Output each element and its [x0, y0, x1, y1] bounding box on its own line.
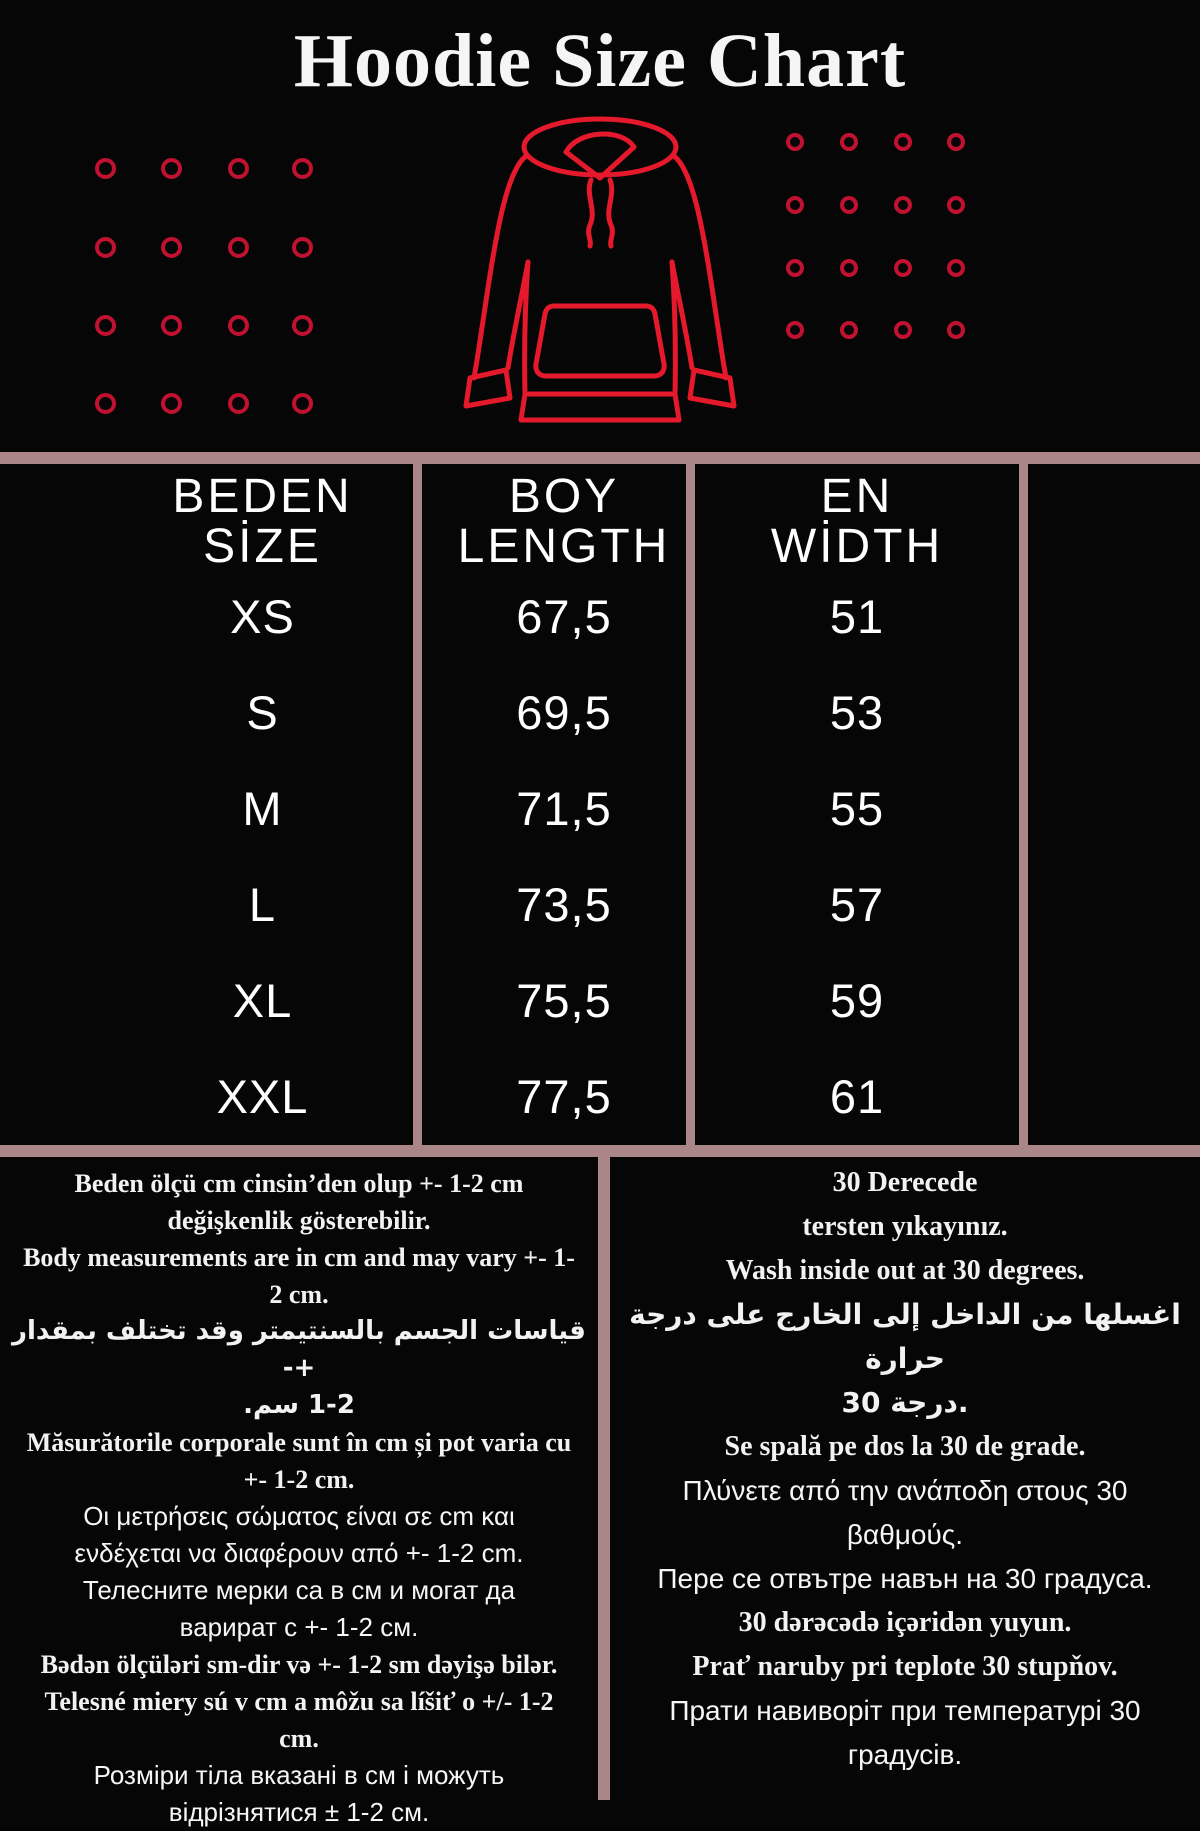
size-cell: S [246, 685, 279, 739]
header-size [112, 464, 413, 573]
note-line: tersten yıkayınız. [802, 1211, 1008, 1242]
ring-dot-icon [228, 393, 249, 414]
length-cell: 73,5 [516, 878, 612, 932]
ring-dot-icon [947, 259, 965, 277]
note-line: Οι μετρήσεις σώματος είναι σε cm και [83, 1501, 515, 1531]
ring-dot-icon [161, 315, 182, 336]
length-cell: 75,5 [516, 974, 612, 1028]
size-cell: XXL [216, 1070, 309, 1124]
size-cell: XS [230, 589, 295, 643]
note-line: Wash inside out at 30 degrees. [725, 1255, 1085, 1286]
note-line: Se spală pe dos la 30 de grade. [724, 1431, 1086, 1462]
ring-dot-icon [840, 321, 858, 339]
size-cell: M [242, 781, 283, 835]
length-cell: 71,5 [516, 781, 612, 835]
header-size-line2: SİZE [203, 520, 322, 573]
ring-dot-icon [228, 315, 249, 336]
ring-dot-icon [161, 237, 182, 258]
header-length-line1: BOY [508, 470, 620, 523]
note-line: Πλύνετε από την ανάποδη στους 30 [682, 1475, 1128, 1506]
ring-dot-icon [292, 393, 313, 414]
table-divider [413, 464, 422, 1145]
table-divider [1019, 464, 1028, 1145]
note-line: قياسات الجسم بالسنتيمتر وقد تختلف بمقدار +- [12, 1316, 586, 1383]
note-line: 1-2 سم. [243, 1390, 355, 1420]
width-cell: 55 [829, 781, 885, 835]
note-line: değişkenlik gösterebilir. [167, 1206, 431, 1235]
note-line: اغسلها من الداخل إلى الخارج على درجة حرارة [629, 1298, 1181, 1375]
column-width [695, 464, 1019, 1145]
hoodie-icon [450, 110, 750, 425]
ring-dot-icon [840, 259, 858, 277]
length-cell: 67,5 [516, 589, 612, 643]
size-table [0, 452, 1200, 1157]
note-line: Prať naruby pri teplote 30 stupňov. [692, 1651, 1118, 1682]
width-cell: 61 [829, 1070, 885, 1124]
width-cell: 59 [829, 974, 885, 1028]
note-line: 30 Derecede [832, 1167, 978, 1198]
note-line: Măsurătorile corporale sunt în cm și pot varia cu [26, 1428, 572, 1457]
header-size-line1: BEDEN [172, 470, 353, 523]
ring-dot-icon [786, 196, 804, 214]
width-cell: 51 [829, 589, 885, 643]
note-line: βαθμούς. [846, 1519, 964, 1550]
note-line: відрізнятися ± 1-2 см. [168, 1797, 430, 1827]
column-empty [1028, 464, 1200, 1145]
width-cell: 53 [829, 685, 885, 739]
note-line: варират с +- 1-2 см. [179, 1612, 419, 1642]
note-line: Bədən ölçüləri sm-dir və +- 1-2 sm dəyişə bilər. [40, 1650, 558, 1679]
note-line: Прати навиворіт при температурі 30 [669, 1695, 1141, 1726]
ring-dot-icon [228, 158, 249, 179]
note-line: Beden ölçü cm cinsin’den olup +- 1-2 cm [74, 1169, 524, 1198]
note-line: градусів. [847, 1739, 963, 1770]
ring-dot-icon [95, 237, 116, 258]
ring-dot-icon [840, 196, 858, 214]
ring-dot-icon [228, 237, 249, 258]
note-line: Телесните мерки са в см и могат да [82, 1575, 516, 1605]
note-line: Розміри тіла вказані в см і можуть [93, 1760, 505, 1790]
ring-dot-icon [947, 321, 965, 339]
measurement-notes [0, 1157, 598, 1831]
column-size [0, 464, 413, 1145]
width-cell: 57 [829, 878, 885, 932]
ring-dot-icon [95, 393, 116, 414]
ring-dot-icon [894, 259, 912, 277]
ring-dot-icon [95, 158, 116, 179]
length-cell: 77,5 [516, 1070, 612, 1124]
ring-dot-icon [894, 321, 912, 339]
note-line: Body measurements are in cm and may vary +- 1- [23, 1243, 575, 1272]
header-width-line2: WİDTH [770, 520, 944, 573]
ring-dot-icon [95, 315, 116, 336]
note-line: ενδέχεται να διαφέρουν από +- 1-2 cm. [74, 1538, 524, 1568]
note-line: +- 1-2 cm. [243, 1465, 355, 1494]
header-width [695, 464, 1019, 573]
page-title: Hoodie Size Chart [293, 19, 907, 103]
ring-dot-icon [292, 315, 313, 336]
header-width-line1: EN [820, 470, 894, 523]
ring-dot-icon [947, 196, 965, 214]
ring-dot-icon [786, 259, 804, 277]
ring-dot-icon [947, 133, 965, 151]
washing-notes [612, 1157, 1198, 1777]
ring-dot-icon [894, 196, 912, 214]
size-cell: L [248, 878, 277, 932]
ring-dot-icon [161, 393, 182, 414]
note-line: cm. [279, 1724, 319, 1753]
note-line: Пере се отвътре навън на 30 градуса. [657, 1563, 1153, 1594]
ring-dot-icon [292, 237, 313, 258]
note-line: 2 cm. [269, 1280, 329, 1309]
header-length [442, 464, 686, 573]
size-cell: XL [232, 974, 293, 1028]
notes-section-divider [598, 1150, 610, 1800]
column-length [422, 464, 686, 1145]
ring-dot-icon [786, 321, 804, 339]
header-length-line2: LENGTH [457, 520, 671, 573]
ring-dot-icon [840, 133, 858, 151]
note-line: Telesné miery sú v cm a môžu sa líšiť o +/- 1-2 [44, 1687, 554, 1716]
note-line: 30 dərəcədə içəridən yuyun. [738, 1607, 1072, 1638]
ring-dot-icon [894, 133, 912, 151]
length-cell: 69,5 [516, 685, 612, 739]
ring-dot-icon [292, 158, 313, 179]
table-divider [686, 464, 695, 1145]
ring-dot-icon [161, 158, 182, 179]
note-line: 30 درجة. [841, 1386, 969, 1419]
ring-dot-icon [786, 133, 804, 151]
